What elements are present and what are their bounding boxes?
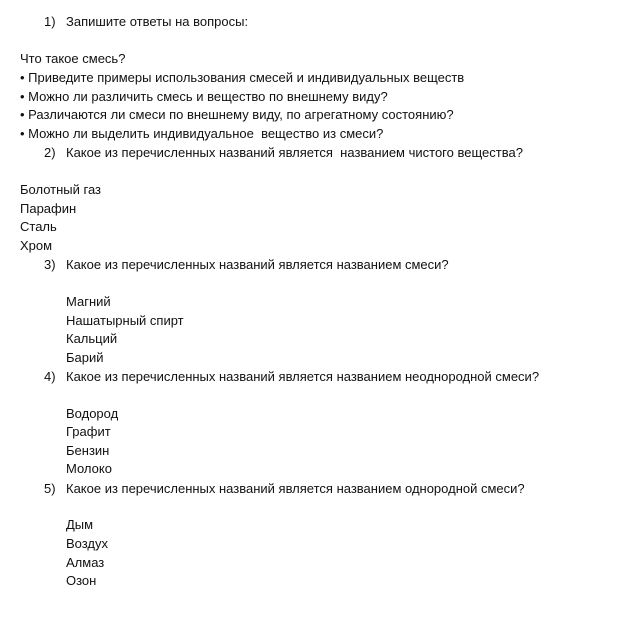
question-3-option: Нашатырный спирт (66, 313, 184, 328)
question-4-text: Какое из перечисленных названий является названием неоднородной смеси? (66, 369, 540, 384)
question-4-option: Молоко (66, 461, 112, 476)
question-4-option: Графит (66, 424, 111, 439)
question-2-option: Болотный газ (20, 182, 102, 197)
question-4-option: Водород (66, 406, 119, 421)
question-4-option: Бензин (66, 443, 110, 458)
question-3-option: Барий (66, 350, 104, 365)
intro-bullet: • Можно ли выделить индивидуальное вещество из смеси? (20, 126, 384, 141)
question-1-number: 1) (44, 14, 56, 29)
question-2-number: 2) (44, 145, 56, 160)
question-5-option: Алмаз (66, 555, 105, 570)
question-2-option: Парафин (20, 201, 77, 216)
question-2-option: Хром (20, 238, 53, 253)
question-5-option: Воздух (66, 536, 109, 551)
intro-bullet: • Приведите примеры использования смесей и индивидуальных веществ (20, 70, 465, 85)
question-4-number: 4) (44, 369, 56, 384)
question-5-text: Какое из перечисленных названий является названием однородной смеси? (66, 481, 525, 496)
question-1-text: Запишите ответы на вопросы: (66, 14, 249, 29)
intro-bullet: • Различаются ли смеси по внешнему виду, по агрегатному состоянию? (20, 107, 454, 122)
question-3-option: Кальций (66, 331, 118, 346)
question-2-text: Какое из перечисленных названий является названием чистого вещества? (66, 145, 523, 160)
question-3-option: Магний (66, 294, 111, 309)
intro-bullet: • Можно ли различить смесь и вещество по внешнему виду? (20, 89, 388, 104)
intro-question: Что такое смесь? (20, 51, 126, 66)
question-5-number: 5) (44, 481, 56, 496)
question-5-option: Дым (66, 517, 94, 532)
question-5-option: Озон (66, 573, 97, 588)
question-2-option: Сталь (20, 219, 57, 234)
question-3-text: Какое из перечисленных названий является названием смеси? (66, 257, 449, 272)
question-3-number: 3) (44, 257, 56, 272)
